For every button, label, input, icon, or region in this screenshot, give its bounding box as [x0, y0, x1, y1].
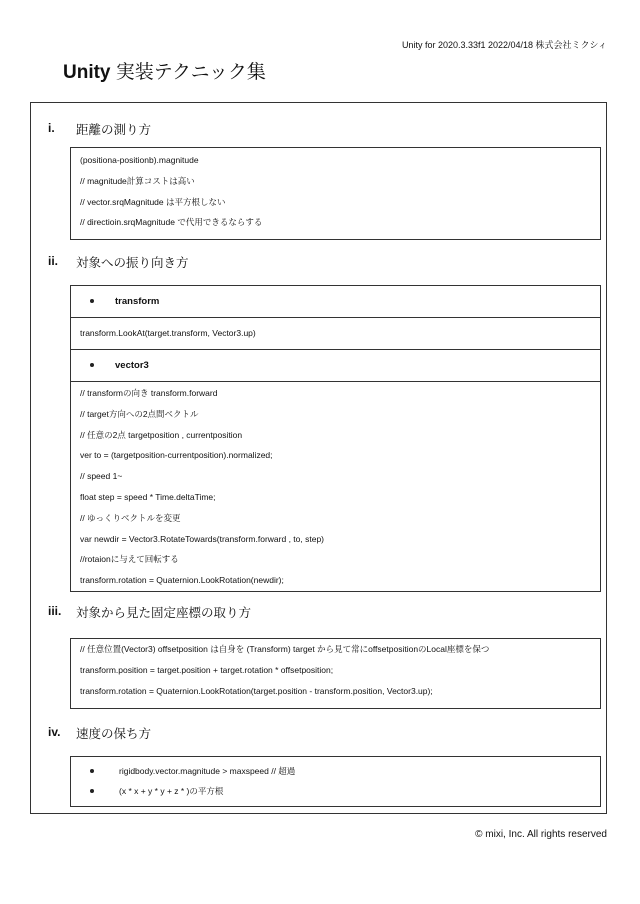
section-title: 対象から見た固定座標の取り方 [76, 606, 252, 620]
section-number: ii. [48, 254, 59, 268]
section-number: i. [48, 121, 55, 135]
bullet-block [70, 756, 601, 807]
code-line: // speed 1~ [80, 471, 123, 482]
code-block [70, 147, 601, 240]
code-line: transform.position = target.position + target.rotation * offsetposition; [80, 664, 334, 675]
section-number: iii. [48, 604, 62, 618]
bullet-item: rigidbody.vector.magnitude > maxspeed // 超過 [71, 761, 600, 781]
code-table [70, 285, 601, 592]
code-line: transform.rotation = Quaternion.LookRotation(newdir); [80, 575, 284, 586]
header-meta: Unity for 2020.3.33f1 2022/04/18 株式会社ミクシィ [401, 40, 607, 50]
code-line: // 任意の2点 targetposition , currentposition [80, 429, 243, 440]
code-line: (positiona-positionb).magnitude [80, 155, 199, 165]
code-block [70, 638, 601, 709]
code-line: // vector.srqMagnitude は平方根しない [80, 196, 226, 207]
section-title: 距離の測り方 [76, 123, 152, 137]
code-line: // target方向への2点間ベクトル [80, 408, 199, 419]
code-line: // magnitude計算コストは高い [80, 175, 195, 186]
code-line: // ゆっくりベクトルを変更 [80, 512, 181, 523]
title-brand: Unity [63, 62, 111, 83]
code-line: transform.rotation = Quaternion.LookRotation(target.position - transform.position, Vector3.up); [80, 685, 433, 696]
code-line: //rotaionに与えて回転する [80, 554, 179, 565]
code-line: // transformの向き transform.forward [80, 388, 218, 398]
title-text: 実装テクニック集 [110, 62, 266, 83]
copyright: © mixi, Inc. All rights reserved [475, 829, 607, 840]
bullet-item: (x * x + y * y + z * )の平方根 [71, 781, 600, 801]
section-number: iv. [48, 725, 61, 739]
subheading-vector3: vector3 [71, 349, 600, 381]
subheading-transform: transform [71, 286, 600, 317]
code-line: transform.LookAt(target.transform, Vector3.up) [80, 328, 256, 338]
section-title: 速度の保ち方 [76, 727, 152, 741]
section-title: 対象への振り向き方 [76, 256, 189, 270]
code-line: // 任意位置(Vector3) offsetposition は自身を (Transform) target から見て常にoffsetpositionのLocal座標を保つ [80, 644, 490, 654]
code-line: // directioin.srqMagnitude で代用できるならする [80, 217, 263, 228]
code-line: var newdir = Vector3.RotateTowards(transform.forward , to, step) [80, 533, 325, 544]
code-line: ver to = (targetposition-currentposition).normalized; [80, 450, 273, 461]
code-line: float step = speed * Time.deltaTime; [80, 491, 216, 502]
page-title [63, 57, 266, 84]
